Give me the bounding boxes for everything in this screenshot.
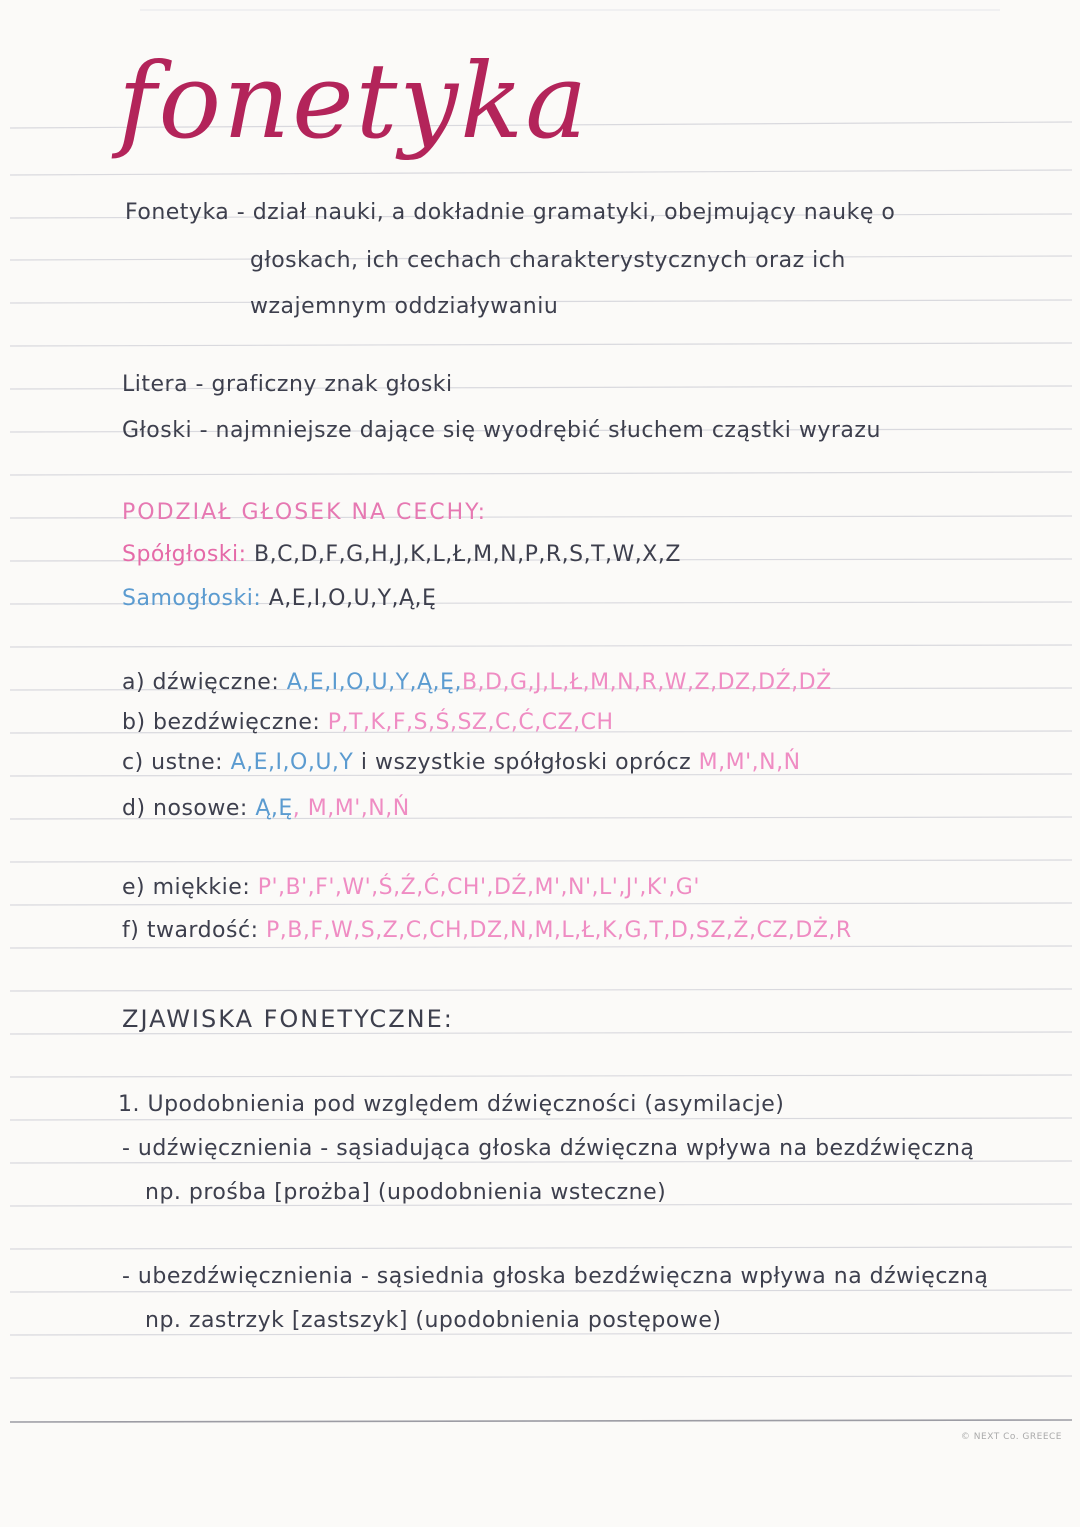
cecha-d-row [122,796,410,821]
zjawiska-line-4: - ubezdźwięcznienia - sąsiednia głoska bezdźwięczna wpływa na dźwięczną [122,1264,989,1289]
cecha-f-label: f) twardość: [122,918,259,943]
cecha-c-row [122,750,801,775]
samogloski-row [122,586,436,611]
term-gloski: Głoski - najmniejsze dające się wyodrębić słuchem cząstki wyrazu [122,418,881,443]
cecha-c-consonants: M,M',N,Ń [698,750,801,775]
zjawiska-line-3: np. prośba [prożba] (upodobnienia wsteczne) [145,1180,667,1205]
spolgloski-label: Spółgłoski: [122,542,247,567]
cecha-d-vowels: Ą,Ę [255,796,293,821]
cecha-e-row [122,875,700,900]
samogloski-label: Samogłoski: [122,586,262,611]
zjawiska-heading: ZJAWISKA FONETYCZNE: [122,1005,454,1033]
term-litera: Litera - graficzny znak głoski [122,372,453,397]
cecha-c-text: i wszystkie spółgłoski oprócz [360,750,692,775]
cecha-e-label: e) miękkie: [122,875,251,900]
definition-line-3: wzajemnym oddziaływaniu [250,294,559,319]
cecha-b-consonants: P,T,K,F,S,Ś,SZ,C,Ć,CZ,CH [327,710,614,735]
cecha-a-row [122,670,832,695]
cecha-f-consonants: P,B,F,W,S,Z,C,CH,DZ,N,M,L,Ł,K,G,T,D,SZ,Ż,CZ,DŻ,R [265,918,852,943]
cecha-d-label: d) nosowe: [122,796,248,821]
watermark: © NEXT Co. GREECE [960,1432,1062,1442]
cecha-a-vowels: A,E,I,O,U,Y,Ą,Ę, [286,670,462,695]
definition-line-1: Fonetyka - dział nauki, a dokładnie gramatyki, obejmujący naukę o [125,200,896,225]
cecha-e-consonants: P',B',F',W',Ś,Ź,Ć,CH',DŹ,M',N',L',J',K',G' [257,875,700,900]
definition-line-2: głoskach, ich cechach charakterystycznych oraz ich [250,248,846,273]
cecha-f-row [122,918,852,943]
zjawiska-line-5: np. zastrzyk [zastszyk] (upodobnienia postępowe) [145,1308,722,1333]
cecha-c-label: c) ustne: [122,750,224,775]
zjawiska-line-2: - udźwięcznienia - sąsiadująca głoska dźwięczna wpływa na bezdźwięczną [122,1136,975,1161]
samogloski-value: A,E,I,O,U,Y,Ą,Ę [268,586,437,611]
spolgloski-value: B,C,D,F,G,H,J,K,L,Ł,M,N,P,R,S,T,W,X,Z [254,542,681,567]
cecha-b-label: b) bezdźwięczne: [122,710,321,735]
page-title: fonetyka [118,40,590,162]
cecha-c-vowels: A,E,I,O,U,Y [230,750,354,775]
zjawiska-line-1: 1. Upodobnienia pod względem dźwięczności (asymilacje) [118,1092,785,1117]
cecha-a-label: a) dźwięczne: [122,670,280,695]
spolgloski-row [122,542,681,567]
cecha-d-consonants: , M,M',N,Ń [292,796,410,821]
cecha-a-consonants: B,D,G,J,L,Ł,M,N,R,W,Z,DZ,DŹ,DŻ [461,670,832,695]
podzial-heading: PODZIAŁ GŁOSEK NA CECHY: [122,500,488,525]
cecha-b-row [122,710,614,735]
